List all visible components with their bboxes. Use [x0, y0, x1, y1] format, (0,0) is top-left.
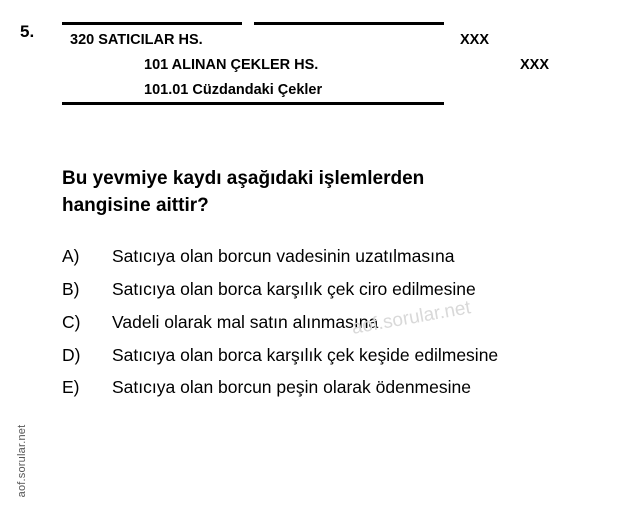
journal-entry-block — [62, 22, 582, 107]
option-a-label: A) — [62, 246, 80, 266]
journal-row-credit — [62, 52, 582, 77]
journal-row-subaccount — [62, 77, 582, 102]
option-e[interactable] — [62, 375, 618, 400]
rule-bottom — [62, 102, 444, 105]
question-stem-line-1: Bu yevmiye kaydı aşağıdaki işlemlerden — [62, 168, 425, 189]
journal-row-debit — [62, 27, 582, 52]
option-c-label: C) — [62, 311, 81, 332]
question-stem — [62, 166, 612, 220]
option-d[interactable] — [62, 343, 618, 368]
watermark-left: aof.sorular.net — [16, 424, 28, 498]
journal-amount: XXX — [460, 32, 490, 48]
option-d-text: Satıcıya olan borca karşılık çek keşide edilmesine — [112, 344, 499, 365]
option-b[interactable] — [62, 277, 618, 302]
journal-amount: XXX — [520, 57, 550, 73]
option-a[interactable] — [62, 244, 618, 269]
journal-account-name: 320 SATICILAR HS. — [70, 32, 203, 48]
rule-top-left — [62, 22, 242, 25]
journal-account-name: 101 ALINAN ÇEKLER HS. — [144, 57, 319, 73]
entry-bottom-rule — [62, 102, 582, 107]
option-c-text: Vadeli olarak mal satın alınmasına — [112, 311, 379, 332]
question-number: 5. — [20, 22, 35, 41]
option-c[interactable] — [62, 310, 618, 335]
option-e-text: Satıcıya olan borcun peşin olarak ödenmesine — [112, 377, 471, 398]
option-b-label: B) — [62, 278, 80, 299]
left-watermark-strip — [0, 0, 30, 524]
option-b-text: Satıcıya olan borca karşılık çek ciro edilmesine — [112, 278, 476, 299]
option-e-label: E) — [62, 377, 80, 398]
rule-top-right — [254, 22, 444, 25]
journal-account-name: 101.01 Cüzdandaki Çekler — [144, 82, 323, 98]
watermark-center: aof.sorular.net — [350, 297, 473, 339]
option-d-label: D) — [62, 344, 81, 365]
question-stem-line-2: hangisine aittir? — [62, 194, 209, 216]
options-list — [62, 244, 618, 408]
option-a-text: Satıcıya olan borcun vadesinin uzatılmasına — [112, 246, 455, 266]
